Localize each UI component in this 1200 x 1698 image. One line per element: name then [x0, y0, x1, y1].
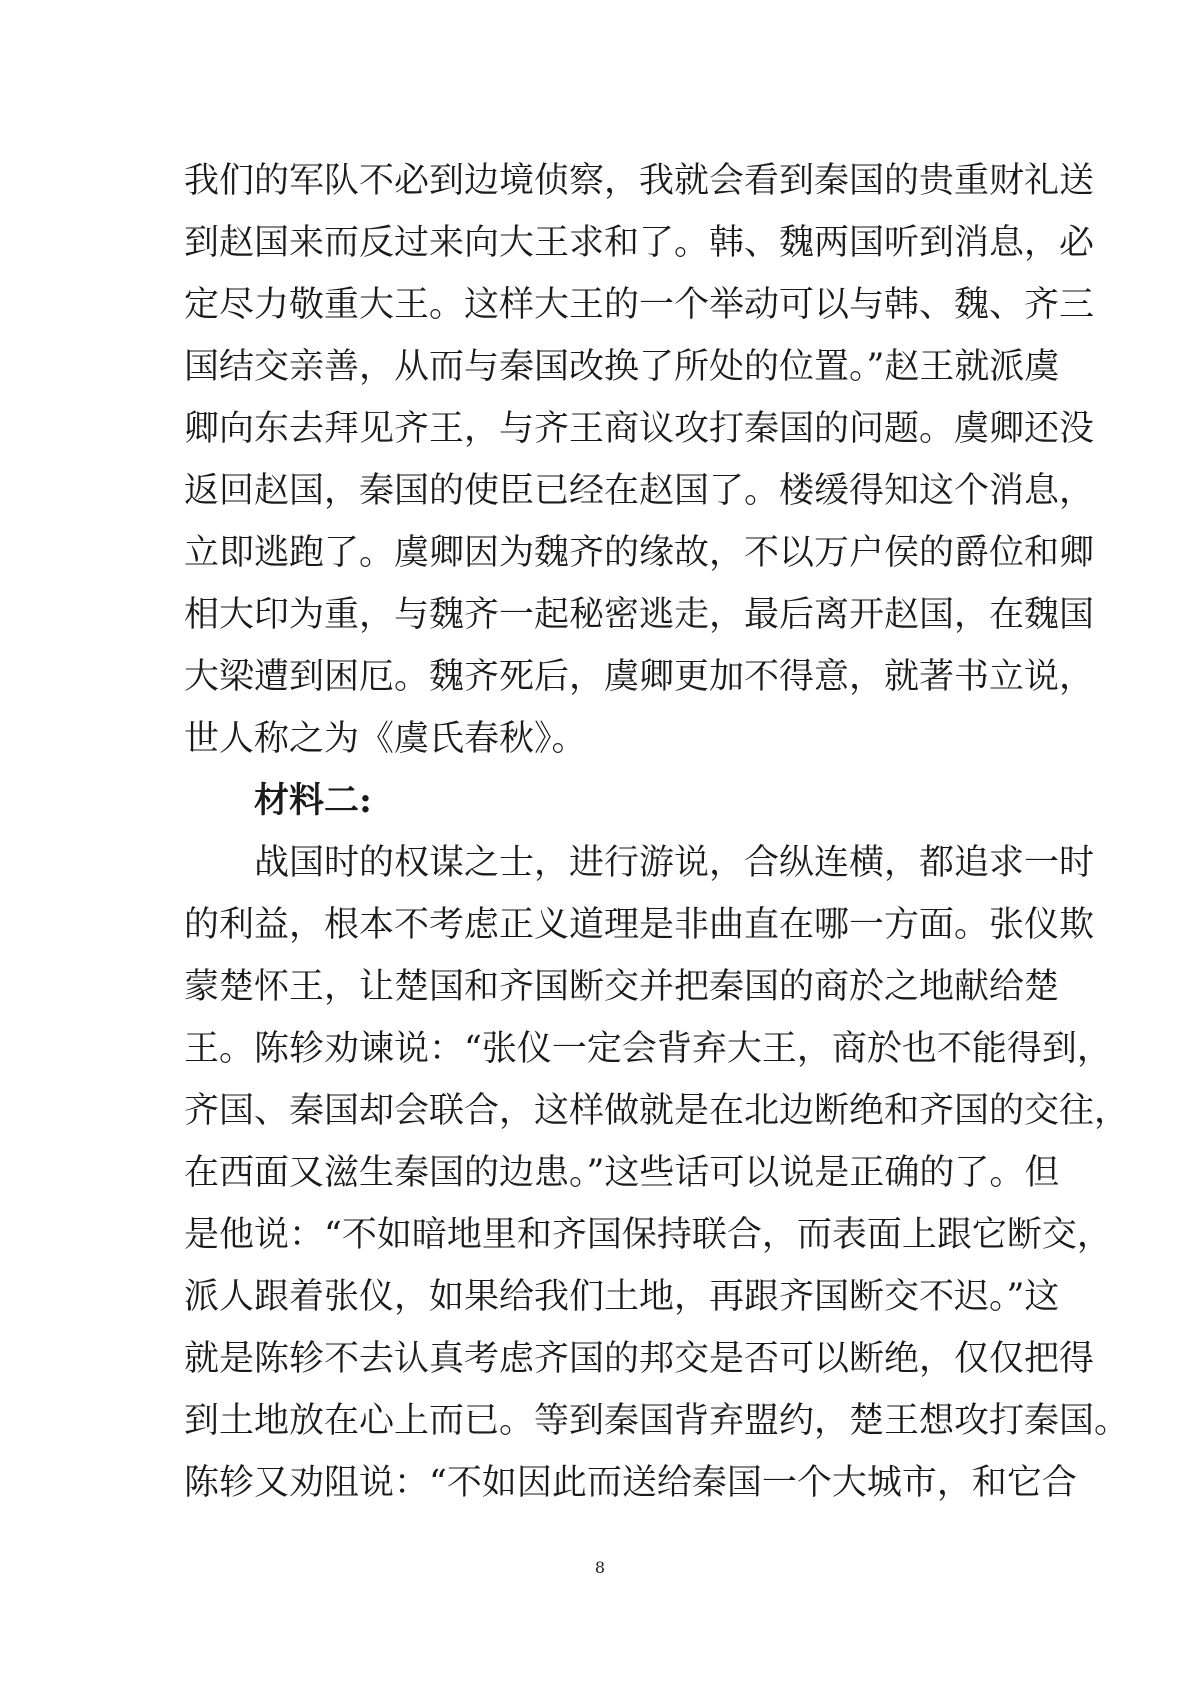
paragraph1-line: 大梁遭到困厄。魏齐死后，虞卿更加不得意，就著书立说， — [184, 657, 1095, 697]
paragraph1-line: 国结交亲善，从而与秦国改换了所处的位置。”赵王就派虞 — [184, 347, 1060, 387]
paragraph2-line: 就是陈轸不去认真考虑齐国的邦交是否可以断绝，仅仅把得 — [184, 1339, 1095, 1379]
paragraph1-line: 立即逃跑了。虞卿因为魏齐的缘故，不以万户侯的爵位和卿 — [184, 533, 1095, 573]
page-number: 8 — [594, 1558, 606, 1577]
section-heading: 材料二: — [254, 780, 372, 821]
paragraph2-line: 齐国、秦国却会联合，这样做就是在北边断绝和齐国的交往， — [184, 1091, 1130, 1131]
paragraph2-line: 蒙楚怀王，让楚国和齐国断交并把秦国的商於之地献给楚 — [184, 967, 1060, 1007]
paragraph2-line: 陈轸又劝阻说：“不如因此而送给秦国一个大城市，和它合 — [184, 1463, 1077, 1503]
paragraph1-line: 相大印为重，与魏齐一起秘密逃走，最后离开赵国，在魏国 — [184, 595, 1095, 635]
paragraph2-line: 的利益，根本不考虑正义道理是非曲直在哪一方面。张仪欺 — [184, 905, 1095, 945]
paragraph1-line: 到赵国来而反过来向大王求和了。韩、魏两国听到消息，必 — [184, 223, 1095, 263]
paragraph2-line: 在西面又滋生秦国的边患。”这些话可以说是正确的了。但 — [184, 1153, 1060, 1193]
paragraph1-line: 定尽力敬重大王。这样大王的一个举动可以与韩、魏、齐三 — [184, 285, 1095, 325]
paragraph1-line: 我们的军队不必到边境侦察，我就会看到秦国的贵重财礼送 — [184, 161, 1095, 201]
paragraph1-line: 卿向东去拜见齐王，与齐王商议攻打秦国的问题。虞卿还没 — [184, 409, 1095, 449]
paragraph1-line: 世人称之为《虞氏春秋》。 — [184, 719, 587, 759]
paragraph2-line: 到土地放在心上而已。等到秦国背弃盟约，楚王想攻打秦国。 — [184, 1401, 1130, 1441]
paragraph2-line: 派人跟着张仪，如果给我们土地，再跟齐国断交不迟。”这 — [184, 1277, 1060, 1317]
paragraph1-line: 返回赵国，秦国的使臣已经在赵国了。楼缓得知这个消息， — [184, 471, 1095, 511]
paragraph2-line: 王。陈轸劝谏说：“张仪一定会背弃大王，商於也不能得到， — [184, 1029, 1112, 1069]
paragraph2-line: 是他说：“不如暗地里和齐国保持联合，而表面上跟它断交， — [184, 1215, 1112, 1255]
paragraph2-line: 战国时的权谋之士，进行游说，合纵连横，都追求一时 — [254, 843, 1095, 883]
